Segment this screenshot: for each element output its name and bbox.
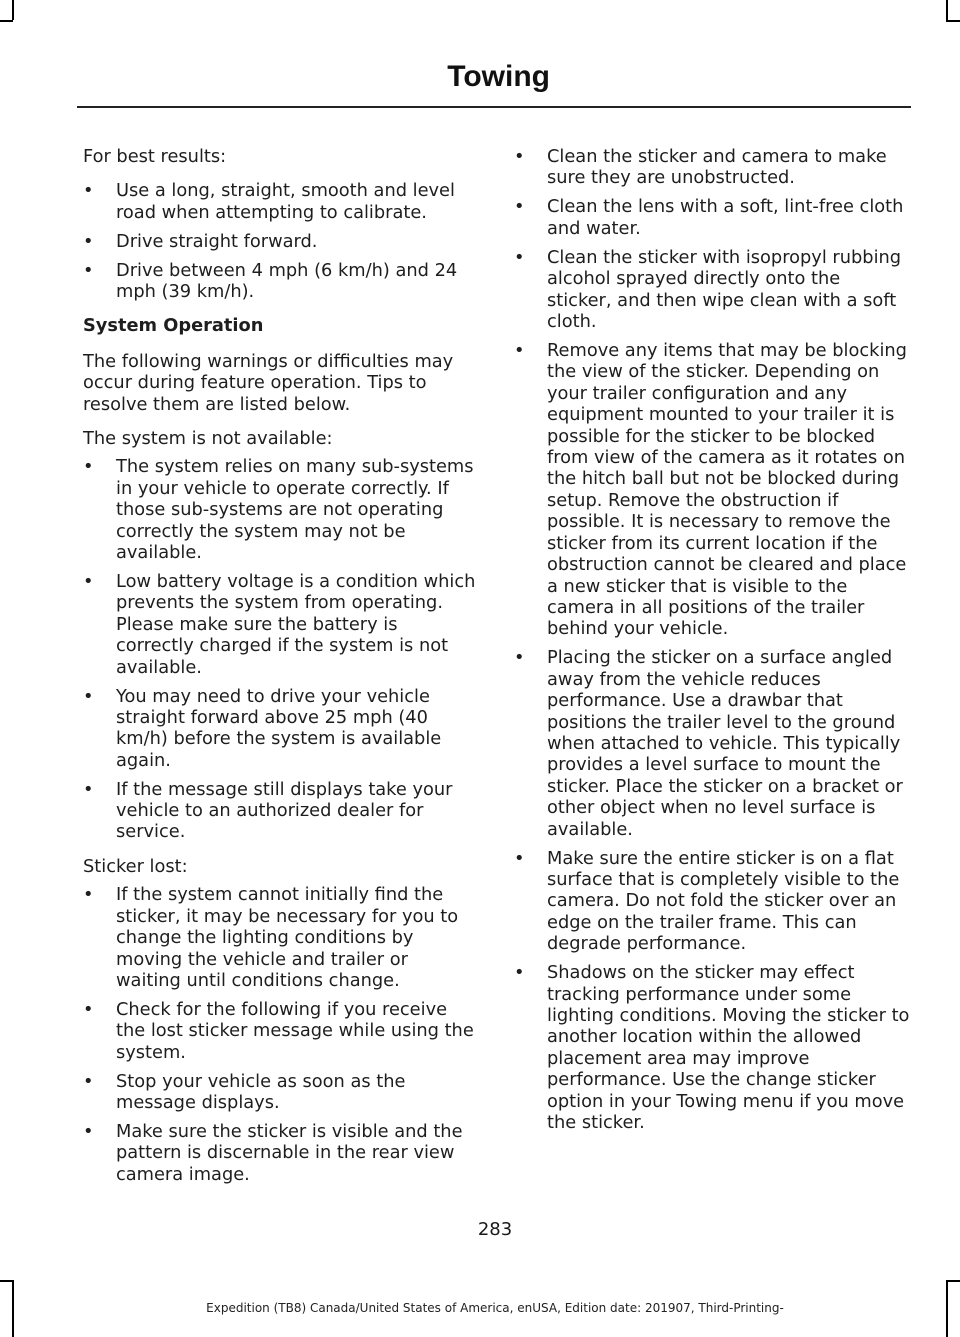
bullet-icon: • bbox=[83, 884, 94, 906]
bullet-icon: • bbox=[83, 259, 94, 281]
list-item: • Placing the sticker on a surface angled away from the vehicle reduces performance. Use a drawbar that positions the trailer level to the ground when attached to vehicle. This typically provides a level surface to mount the sticker. Place the sticker on a bracket or other object when no level surface is available. bbox=[514, 647, 903, 840]
bullet-icon: • bbox=[514, 647, 525, 669]
list-item: • Make sure the entire sticker is on a flat surface that is completely visible to the camera. Do not fold the sticker over an edge on the trailer frame. This can degrade performance. bbox=[514, 847, 900, 955]
list-item: • Stop your vehicle as soon as the message displays. bbox=[83, 1070, 406, 1113]
crop-mark-bottom-right bbox=[946, 1280, 960, 1282]
not-available-label: The system is not available: bbox=[83, 428, 333, 450]
bullet-icon: • bbox=[83, 456, 94, 478]
bullet-icon: • bbox=[514, 246, 525, 268]
footer-edition-info: Expedition (TB8) Canada/United States of America, enUSA, Edition date: 201907, Third-Printing- bbox=[206, 1301, 784, 1315]
list-item: • Shadows on the sticker may effect tracking performance under some lighting conditions. Moving the sticker to another location within the allowed placement area may improve performance. Use the change sticker option in your Towing menu if you move the sticker. bbox=[514, 962, 910, 1134]
sticker-lost-list bbox=[83, 884, 478, 1185]
bullet-icon: • bbox=[83, 998, 94, 1020]
list-item: • Remove any items that may be blocking the view of the sticker. Depending on your trailer configuration and any equipment mounted to your trailer it is possible for the sticker to be blocked from view of the camera as it rotates on the hitch ball but not be blocked during setup. Remove the obstruction if possible. It is necessary to remove the sticker from its current location if the obstruction cannot be cleared and place a new sticker that is visible to the camera in all positions of the trailer behind your vehicle. bbox=[514, 340, 907, 640]
best-results-list bbox=[83, 180, 478, 302]
list-item: • You may need to drive your vehicle straight forward above 25 mph (40 km/h) before the system is available again. bbox=[83, 685, 442, 771]
bullet-icon: • bbox=[83, 571, 94, 592]
list-item: • If the system cannot initially find the sticker, it may be necessary for you to change the lighting conditions by moving the vehicle and trailer or waiting until conditions change. bbox=[83, 884, 459, 991]
list-item: • Drive between 4 mph (6 km/h) and 24 mph (39 km/h). bbox=[83, 259, 458, 303]
bullet-icon: • bbox=[83, 1070, 94, 1092]
crop-mark-top-right bbox=[946, 0, 948, 20]
page-number: 283 bbox=[477, 1219, 513, 1240]
bullet-icon: • bbox=[83, 230, 94, 252]
left-column bbox=[83, 146, 478, 1193]
not-available-list bbox=[83, 456, 478, 842]
bullet-icon: • bbox=[514, 847, 525, 869]
list-item: • If the message still displays take your vehicle to an authorized dealer for service. bbox=[83, 778, 453, 843]
list-item: • Low battery voltage is a condition which prevents the system from operating. Please make sure the battery is correctly charged if the system is not available. bbox=[83, 571, 476, 678]
page-title: Towing bbox=[447, 60, 550, 93]
bullet-icon: • bbox=[83, 685, 94, 707]
section-heading: System Operation bbox=[83, 315, 264, 337]
list-item: • The system relies on many sub-systems in your vehicle to operate correctly. If those sub-systems are not operating correctly the system may not be available. bbox=[83, 456, 474, 564]
intro-text: For best results: bbox=[83, 146, 227, 167]
bullet-icon: • bbox=[514, 146, 525, 167]
crop-mark-top-right bbox=[946, 20, 960, 22]
list-item: • Clean the sticker with isopropyl rubbing alcohol sprayed directly onto the sticker, and then wipe clean with a soft cloth. bbox=[514, 246, 902, 333]
bullet-icon: • bbox=[514, 196, 525, 218]
header-divider bbox=[77, 106, 911, 108]
list-item: • Make sure the sticker is visible and the pattern is discernable in the rear view camera image. bbox=[83, 1120, 463, 1185]
bullet-icon: • bbox=[514, 962, 525, 984]
crop-mark-bottom-left bbox=[0, 1280, 13, 1282]
list-item: • Clean the sticker and camera to make sure they are unobstructed. bbox=[514, 146, 887, 189]
list-item: • Check for the following if you receive the lost sticker message while using the system. bbox=[83, 998, 474, 1063]
operation-text: The following warnings or difficulties may occur during feature operation. Tips to resolve them are listed below. bbox=[83, 350, 454, 415]
crop-mark-top-left bbox=[12, 0, 14, 20]
bullet-icon: • bbox=[514, 340, 525, 362]
right-column bbox=[514, 146, 910, 1141]
bullet-icon: • bbox=[83, 180, 94, 202]
bullet-icon: • bbox=[83, 778, 94, 800]
bullet-icon: • bbox=[83, 1120, 94, 1142]
list-item: • Drive straight forward. bbox=[83, 230, 318, 252]
crop-mark-top-left bbox=[0, 20, 13, 22]
list-item: • Clean the lens with a soft, lint-free cloth and water. bbox=[514, 196, 904, 239]
list-item: • Use a long, straight, smooth and level road when attempting to calibrate. bbox=[83, 180, 455, 223]
sticker-lost-label: Sticker lost: bbox=[83, 855, 188, 877]
